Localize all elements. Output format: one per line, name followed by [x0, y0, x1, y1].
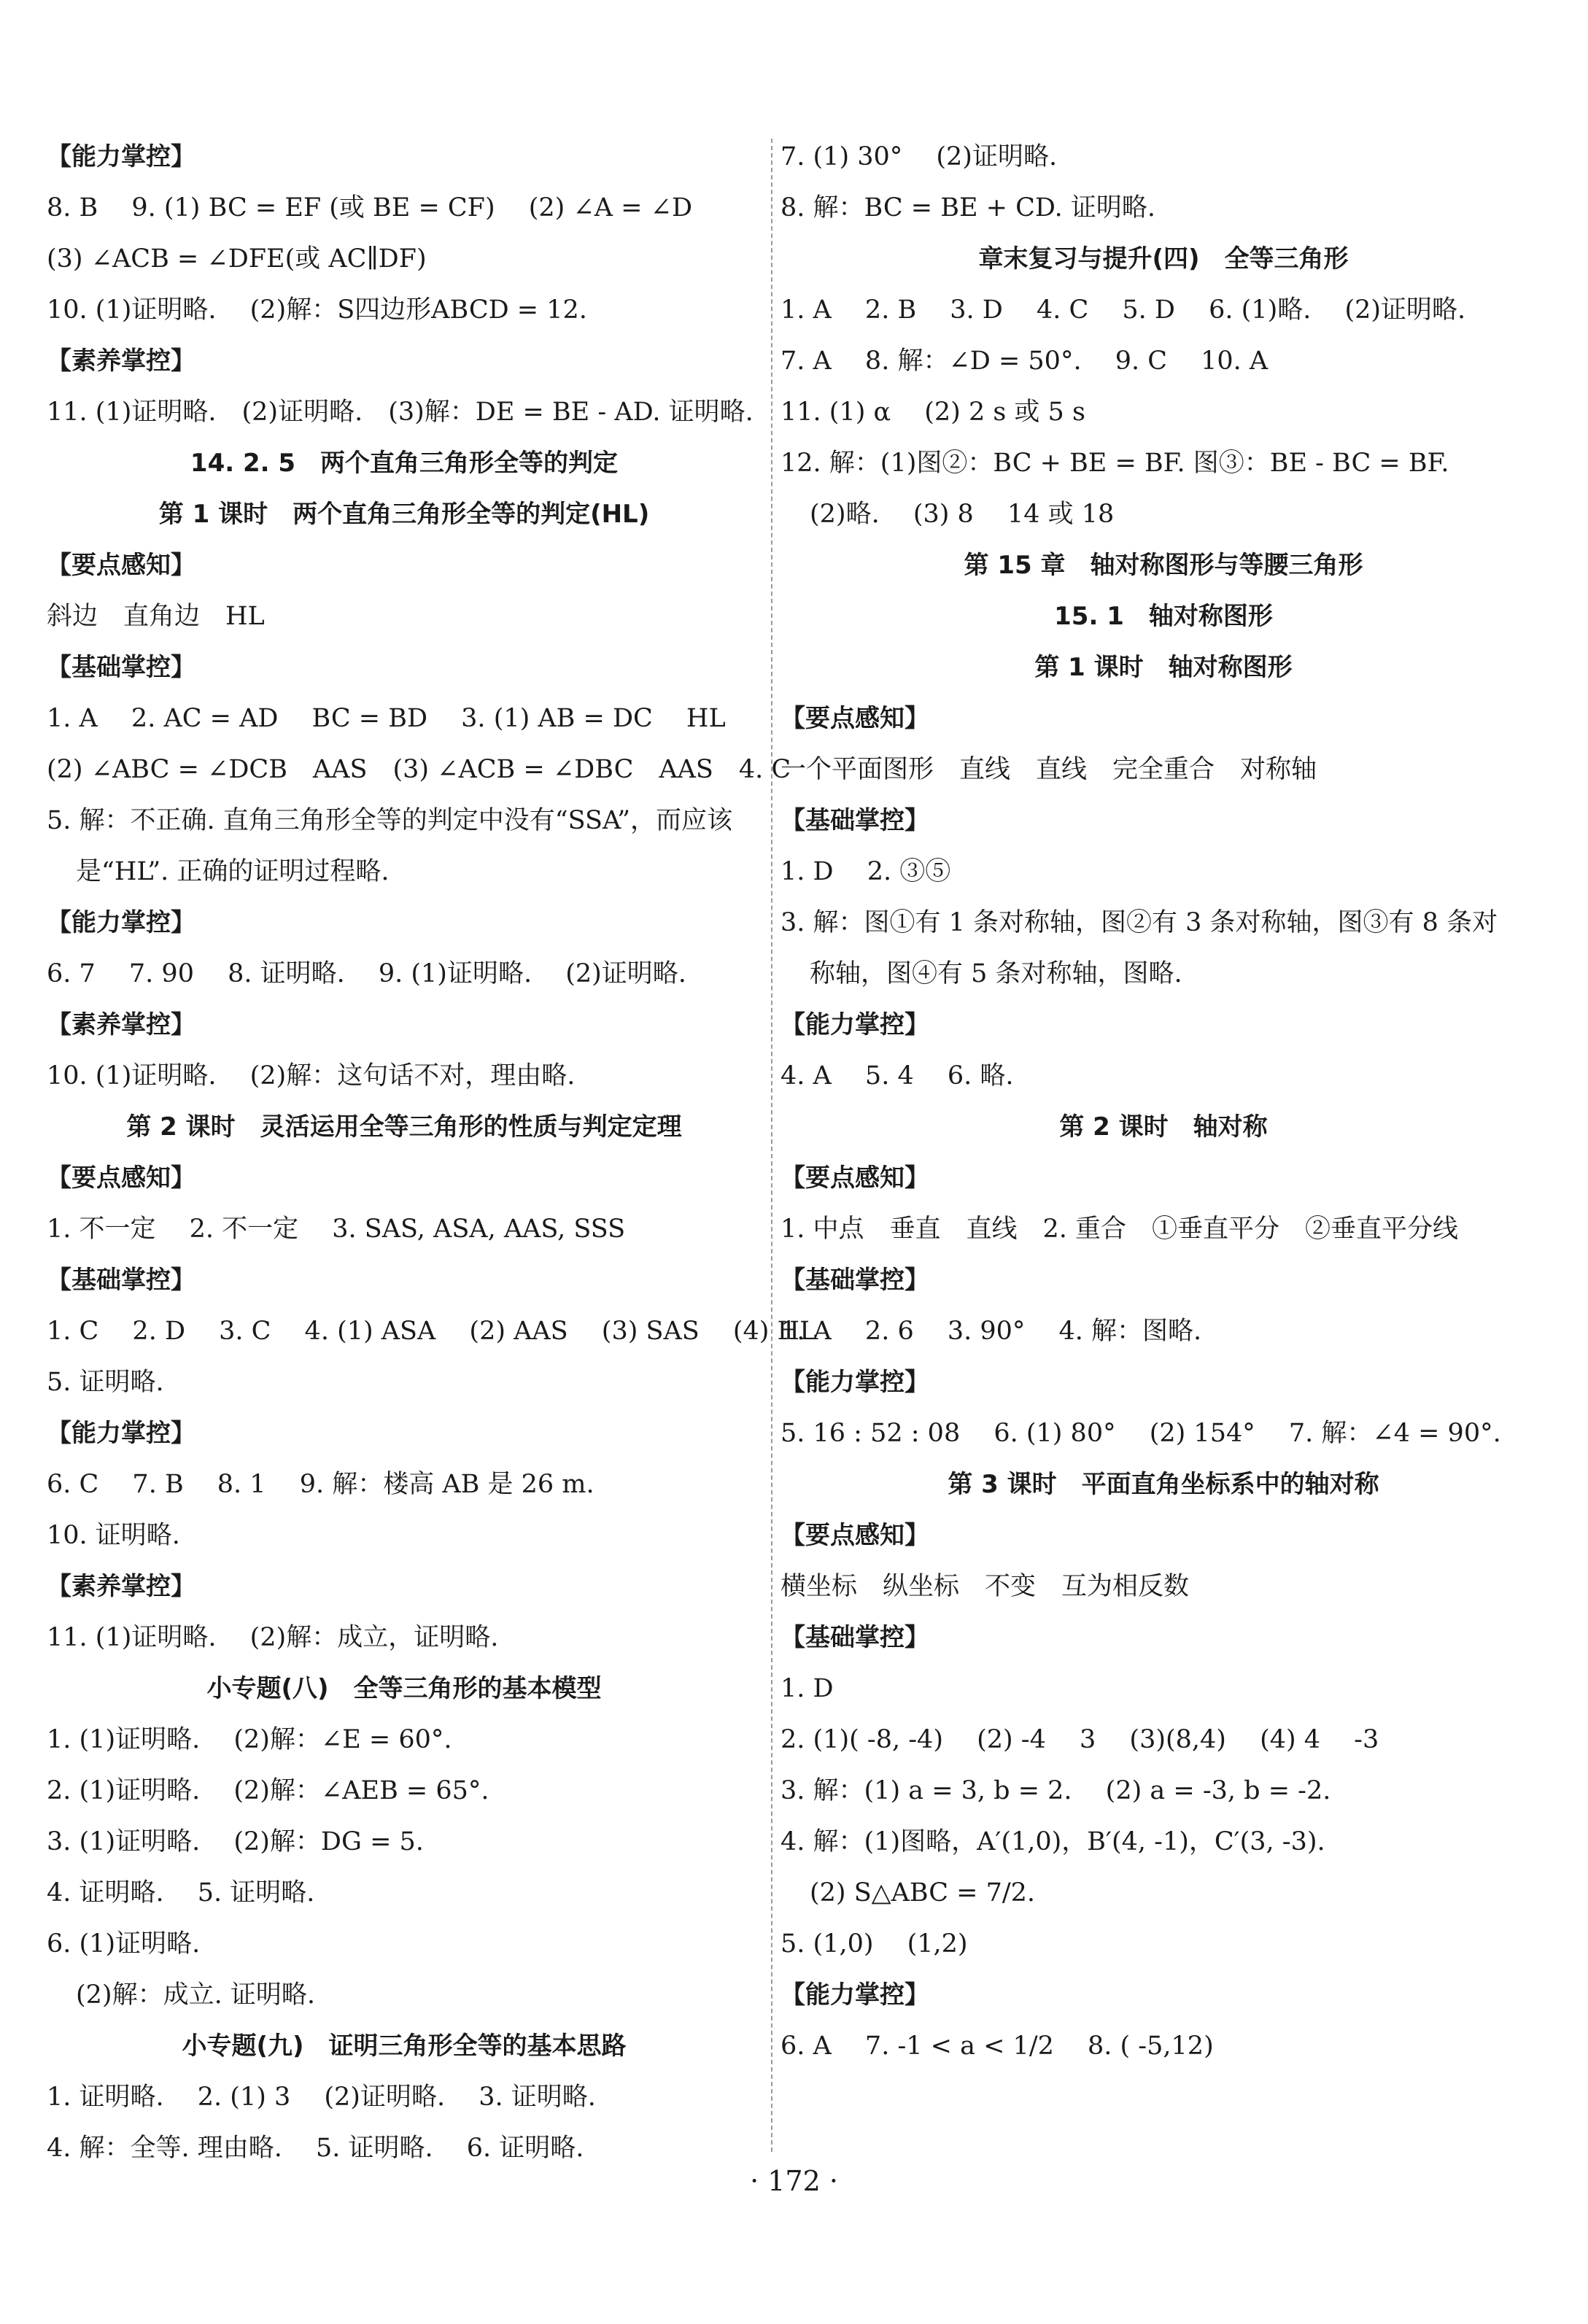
section-heading: 【能力掌控】: [781, 1980, 929, 2010]
lesson-title: 第 2 课时 轴对称: [1059, 1112, 1268, 1142]
lesson-title: 第 2 课时 灵活运用全等三角形的性质与判定定理: [126, 1112, 682, 1142]
section-heading: 【要点感知】: [781, 1521, 929, 1550]
section-heading: 【要点感知】: [781, 1163, 929, 1193]
lesson-title: 第 15 章 轴对称图形与等腰三角形: [964, 551, 1363, 580]
answer-line: 10. (1)证明略. (2)解：这句话不对，理由略.: [47, 1061, 576, 1091]
column-divider: [771, 139, 772, 2152]
answer-line: 横坐标 纵坐标 不变 互为相反数: [781, 1572, 1190, 1601]
answer-line: 2. (1)证明略. (2)解：∠AEB = 65°.: [47, 1776, 489, 1805]
answer-line: 一个平面图形 直线 直线 完全重合 对称轴: [781, 755, 1317, 784]
answer-line: 7. (1) 30° (2)证明略.: [781, 142, 1058, 171]
answer-line: 7. A 8. 解：∠D = 50°. 9. C 10. A: [781, 346, 1269, 376]
answer-line: 4. 解：(1)图略，A′(1,0)，B′(4, -1)，C′(3, -3).: [781, 1827, 1325, 1856]
answer-line: 6. (1)证明略.: [47, 1929, 201, 1959]
answer-line: 1. A 2. B 3. D 4. C 5. D 6. (1)略. (2)证明略.: [781, 295, 1466, 325]
answer-line: 6. C 7. B 8. 1 9. 解：楼高 AB 是 26 m.: [47, 1470, 594, 1499]
section-heading: 【能力掌控】: [47, 142, 195, 171]
section-heading: 【素养掌控】: [47, 1010, 195, 1039]
lesson-title: 14. 2. 5 两个直角三角形全等的判定: [190, 449, 619, 478]
answer-line: 8. 解：BC = BE + CD. 证明略.: [781, 193, 1156, 222]
answer-line: 12. 解：(1)图②：BC + BE = BF. 图③：BE - BC = BF.: [781, 449, 1449, 478]
answer-line: 斜边 直角边 HL: [47, 602, 265, 631]
answer-line: 6. 7 7. 90 8. 证明略. 9. (1)证明略. (2)证明略.: [47, 959, 686, 988]
section-heading: 【基础掌控】: [47, 653, 195, 682]
lesson-title: 第 1 课时 两个直角三角形全等的判定(HL): [158, 500, 650, 529]
answer-line: 11. (1)证明略. (2)解：成立，证明略.: [47, 1623, 499, 1652]
answer-line: 11. (1)证明略. (2)证明略. (3)解：DE = BE - AD. 证明略.: [47, 398, 754, 427]
answer-line: 10. (1)证明略. (2)解：S四边形ABCD = 12.: [47, 295, 587, 325]
answer-line: 11. (1) α (2) 2 s 或 5 s: [781, 398, 1085, 427]
answer-line-indented: 是“HL”. 正确的证明过程略.: [76, 857, 390, 886]
section-heading: 【能力掌控】: [47, 908, 195, 937]
answer-line: 1. 中点 垂直 直线 2. 重合 ①垂直平分 ②垂直平分线: [781, 1215, 1459, 1244]
section-heading: 【素养掌控】: [47, 346, 195, 376]
section-heading: 【要点感知】: [47, 551, 195, 580]
answer-line: 5. (1,0) (1,2): [781, 1929, 968, 1959]
answer-line: 3. (1)证明略. (2)解：DG = 5.: [47, 1827, 424, 1856]
answer-line-indented: (2)解：成立. 证明略.: [76, 1980, 315, 2010]
answer-line: 10. 证明略.: [47, 1521, 180, 1550]
answer-line: 1. A 2. AC = AD BC = BD 3. (1) AB = DC HL: [47, 704, 726, 733]
section-heading: 【要点感知】: [47, 1163, 195, 1193]
lesson-title: 小专题(八) 全等三角形的基本模型: [206, 1674, 602, 1703]
lesson-title: 章末复习与提升(四) 全等三角形: [978, 244, 1349, 274]
section-heading: 【能力掌控】: [781, 1010, 929, 1039]
answer-line: 4. 解：全等. 理由略. 5. 证明略. 6. 证明略.: [47, 2134, 584, 2163]
section-heading: 【基础掌控】: [781, 1623, 929, 1652]
answer-line-indented: (2) S△ABC = 7/2.: [810, 1878, 1036, 1907]
answer-line: 1. 不一定 2. 不一定 3. SAS, ASA, AAS, SSS: [47, 1215, 626, 1244]
section-heading: 【要点感知】: [781, 704, 929, 733]
answer-line: 1. (1)证明略. (2)解：∠E = 60°.: [47, 1725, 452, 1754]
lesson-title: 第 1 课时 轴对称图形: [1034, 653, 1293, 682]
section-heading: 【素养掌控】: [47, 1572, 195, 1601]
section-heading: 【能力掌控】: [781, 1368, 929, 1397]
page-number: · 172 ·: [750, 2165, 838, 2197]
answer-line: 1. D: [781, 1674, 834, 1703]
section-heading: 【基础掌控】: [781, 1266, 929, 1295]
answer-line: 3. 解：(1) a = 3, b = 2. (2) a = -3, b = -2.: [781, 1776, 1331, 1805]
answer-line: 1. D 2. ③⑤: [781, 857, 951, 886]
answer-line: 5. 16 : 52 : 08 6. (1) 80° (2) 154° 7. 解：∠4 = 90°.: [781, 1419, 1501, 1448]
answer-line: 3. 解：图①有 1 条对称轴，图②有 3 条对称轴，图③有 8 条对: [781, 908, 1498, 937]
answer-line: 4. A 5. 4 6. 略.: [781, 1061, 1014, 1091]
answer-line: (2) ∠ABC = ∠DCB AAS (3) ∠ACB = ∠DBC AAS 4. C: [47, 755, 791, 784]
answer-line-indented: 称轴，图④有 5 条对称轴，图略.: [810, 959, 1182, 988]
answer-line: (3) ∠ACB = ∠DFE(或 AC∥DF): [47, 244, 427, 274]
section-heading: 【基础掌控】: [781, 806, 929, 835]
right-column: [781, 131, 1546, 2072]
lesson-title: 小专题(九) 证明三角形全等的基本思路: [182, 2031, 627, 2061]
answer-line: 1. A 2. 6 3. 90° 4. 解：图略.: [781, 1317, 1202, 1346]
answer-line: 6. A 7. -1 < a < 1/2 8. ( -5,12): [781, 2031, 1214, 2061]
lesson-title: 15. 1 轴对称图形: [1054, 602, 1273, 631]
answer-line: 1. 证明略. 2. (1) 3 (2)证明略. 3. 证明略.: [47, 2083, 596, 2112]
section-heading: 【基础掌控】: [47, 1266, 195, 1295]
answer-line: 1. C 2. D 3. C 4. (1) ASA (2) AAS (3) SAS (4) HL: [47, 1317, 817, 1346]
lesson-title: 第 3 课时 平面直角坐标系中的轴对称: [948, 1470, 1379, 1499]
answer-line-indented: (2)略. (3) 8 14 或 18: [810, 500, 1115, 529]
answer-line: 8. B 9. (1) BC = EF (或 BE = CF) (2) ∠A = ∠D: [47, 193, 693, 222]
section-heading: 【能力掌控】: [47, 1419, 195, 1448]
answer-line: 2. (1)( -8, -4) (2) -4 3 (3)(8,4) (4) 4 -3: [781, 1725, 1379, 1754]
answer-line: 5. 解：不正确. 直角三角形全等的判定中没有“SSA”，而应该: [47, 806, 733, 835]
answer-line: 4. 证明略. 5. 证明略.: [47, 1878, 315, 1907]
answer-line: 5. 证明略.: [47, 1368, 164, 1397]
